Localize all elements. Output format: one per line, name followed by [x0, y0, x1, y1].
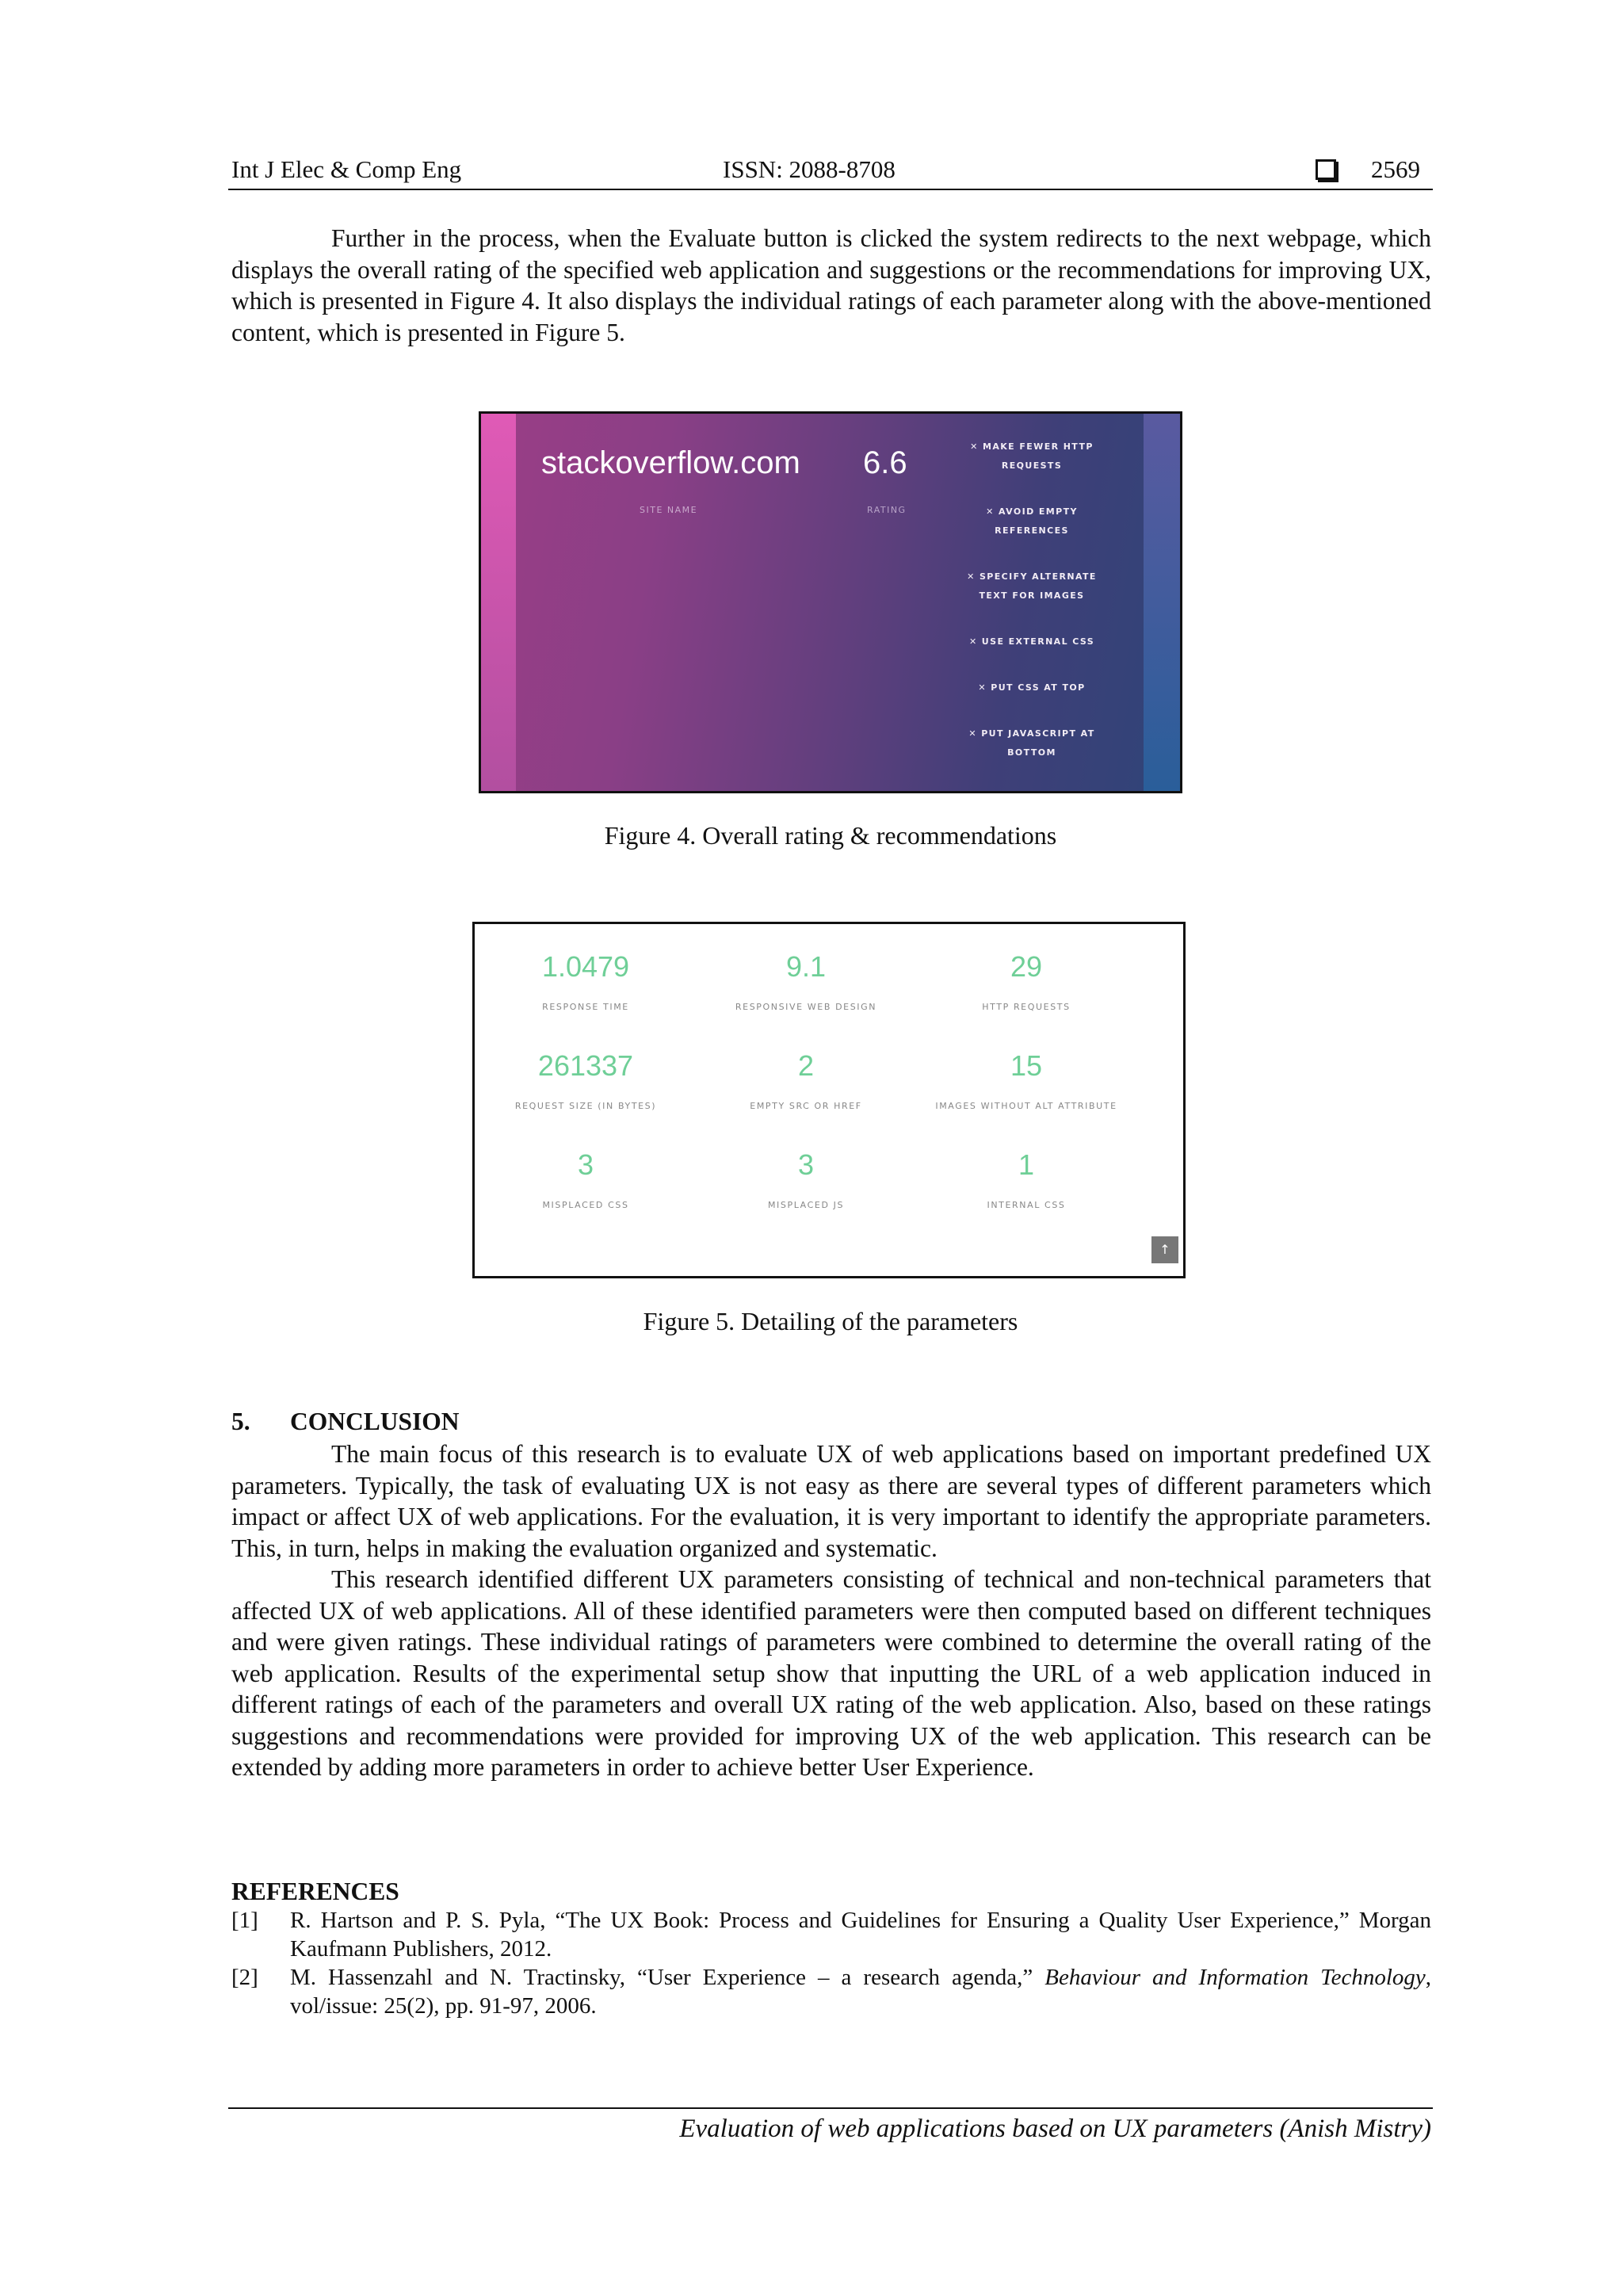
parameter-value: 9.1 — [785, 950, 827, 983]
figure-4-caption: Figure 4. Overall rating & recommendations — [604, 821, 1057, 850]
journal-name: Int J Elec & Comp Eng — [231, 155, 462, 183]
site-name-value: stackoverflow.com — [541, 445, 800, 480]
parameter-card — [475, 1149, 697, 1210]
rating-value: 6.6 — [863, 445, 907, 480]
parameter-card — [915, 1149, 1137, 1210]
reference-item — [231, 1963, 1431, 2020]
parameter-value: 3 — [797, 1148, 815, 1181]
parameter-label: MISPLACED CSS — [542, 1200, 629, 1210]
section-title: CONCLUSION — [290, 1408, 460, 1435]
reference-item — [231, 1906, 1431, 1963]
intro-paragraph: Further in the process, when the Evaluate button is clicked the system redirects to the next webpage, which displays the overall rating of the specified web application and suggestions or the recommendations for improving UX, which is presented in Figure 4. It also displays the individual ratings of each parameter along with the above-mentioned content, which is presented in Figure 5. — [231, 224, 1431, 346]
parameter-label: HTTP REQUESTS — [982, 1002, 1071, 1012]
recommendation-item: ✕ SPECIFY ALTERNATE TEXT FOR IMAGES — [967, 571, 1097, 601]
issn: ISSN: 2088-8708 — [723, 155, 896, 183]
footer-rule — [228, 2107, 1433, 2109]
parameter-card — [695, 951, 917, 1012]
parameter-value: 3 — [577, 1148, 594, 1181]
parameter-label: INTERNAL CSS — [987, 1200, 1066, 1210]
right-gradient-strip — [1144, 414, 1180, 791]
parameter-card — [915, 951, 1137, 1012]
recommendation-item: ✕ MAKE FEWER HTTP REQUESTS — [970, 441, 1094, 471]
conclusion-paragraph-1: The main focus of this research is to evaluate UX of web applications based on important predefined UX parameters. Typically, the task of evaluating UX is not easy as there are several types of different parameters which impact or affect UX of web applications. For the evaluation, it is very important to identify the appropriate parameters. This, in turn, helps in making the evaluation organized and systematic. — [231, 1440, 1431, 1562]
references-heading: REFERENCES — [231, 1878, 399, 1905]
figure-5-screenshot — [472, 922, 1186, 1278]
parameter-label: REQUEST SIZE (IN BYTES) — [514, 1101, 657, 1111]
parameter-label: IMAGES WITHOUT ALT ATTRIBUTE — [935, 1101, 1117, 1111]
recommendation-item: ✕ PUT CSS AT TOP — [978, 682, 1086, 693]
page-number-block — [1316, 155, 1420, 184]
parameter-card — [475, 951, 697, 1012]
reference-text: R. Hartson and P. S. Pyla, “The UX Book: Process and Guidelines for Ensuring a Quality User Experience,” Morgan Kaufmann Publishers, 2012. — [290, 1908, 1431, 1962]
parameter-card — [915, 1050, 1137, 1111]
page-number: 2569 — [1371, 155, 1420, 183]
recommendation-item: ✕ PUT JAVASCRIPT AT BOTTOM — [968, 728, 1095, 758]
header-rule — [228, 189, 1433, 190]
parameter-card — [695, 1050, 917, 1111]
parameter-label: RESPONSE TIME — [542, 1002, 629, 1012]
square-icon — [1316, 159, 1336, 180]
parameter-value: 261337 — [537, 1049, 634, 1082]
journal-title: Behaviour and Information Technology — [1044, 1965, 1426, 1990]
reference-text: M. Hassenzahl and N. Tractinsky, “User Experience – a research agenda,” Behaviour and Information Technology, vol/issue: 25(2), pp. 91-97, 2006. — [290, 1965, 1431, 2019]
parameter-card — [475, 1050, 697, 1111]
parameter-value: 1 — [1018, 1148, 1035, 1181]
running-footer: Evaluation of web applications based on UX parameters (Anish Mistry) — [679, 2115, 1431, 2143]
parameter-label: EMPTY SRC OR HREF — [750, 1101, 862, 1111]
conclusion-paragraph-2: This research identified different UX parameters consisting of technical and non-technical parameters that affected UX of web applications. All of these identified parameters were then computed based on different techniques and were given ratings. These individual ratings of parameters were combined to determine the overall rating of the web application. Results of the experimental setup show that inputting the URL of a web application induced in different ratings of each of the parameters and overall UX rating of the web application. Also, based on these ratings suggestions and recommendations were provided for improving UX of the web application. This research can be extended by adding more parameters in order to achieve better User Experience. — [231, 1565, 1431, 1781]
reference-number: [1] — [231, 1908, 258, 1933]
scroll-to-top-button[interactable] — [1151, 1236, 1178, 1263]
figure-4-screenshot — [479, 411, 1182, 793]
parameter-label: RESPONSIVE WEB DESIGN — [735, 1002, 877, 1012]
parameter-value: 15 — [1010, 1049, 1043, 1082]
recommendation-item: ✕ USE EXTERNAL CSS — [968, 636, 1095, 647]
recommendations-list — [943, 437, 1121, 762]
recommendation-item: ✕ AVOID EMPTY REFERENCES — [986, 506, 1078, 536]
parameter-value: 1.0479 — [541, 950, 630, 983]
left-gradient-strip — [481, 414, 516, 791]
rating-label: RATING — [867, 505, 907, 515]
reference-number: [2] — [231, 1965, 258, 1990]
parameter-label: MISPLACED JS — [767, 1200, 845, 1210]
section-heading-conclusion — [231, 1408, 460, 1436]
figure-5-caption: Figure 5. Detailing of the parameters — [643, 1307, 1018, 1335]
parameter-card — [695, 1149, 917, 1210]
site-name-label: SITE NAME — [640, 505, 698, 515]
parameter-value: 29 — [1010, 950, 1043, 983]
parameter-value: 2 — [797, 1049, 815, 1082]
arrow-up-icon: ↑ — [1159, 1242, 1170, 1257]
section-number: 5. — [231, 1408, 250, 1435]
